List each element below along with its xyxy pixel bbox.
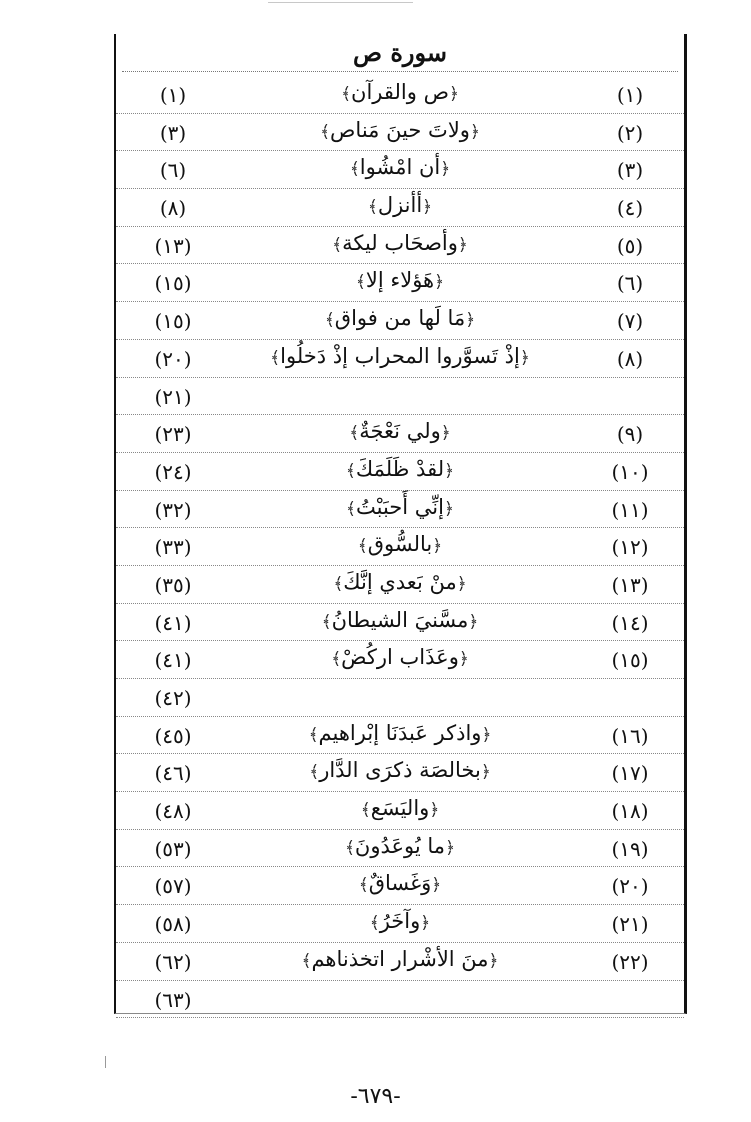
- verse-number: (٥٣): [154, 836, 192, 861]
- quran-word: [226, 268, 574, 292]
- table-row: [116, 378, 684, 416]
- table-row: [116, 566, 684, 604]
- verse-number: (٤١): [154, 610, 192, 635]
- quran-word: [226, 947, 574, 971]
- verse-number: (٣٣): [154, 535, 192, 560]
- ornate-bracket-open: ﴿: [443, 498, 454, 519]
- ornate-bracket-close: ﴾: [331, 649, 342, 670]
- word-text: وأصحَاب ليكة: [342, 230, 458, 255]
- ornate-bracket-open: ﴿: [440, 423, 451, 444]
- table-row: [116, 717, 684, 755]
- quran-word: [226, 80, 574, 104]
- table-row: [116, 151, 684, 189]
- table-row: [116, 867, 684, 905]
- page-title: سورة ص: [352, 38, 448, 67]
- ornate-bracket-close: ﴾: [355, 272, 366, 293]
- word-text: وَغَساقٌ: [368, 871, 432, 896]
- verse-number: (٣٥): [154, 572, 192, 597]
- ornate-bracket-close: ﴾: [345, 460, 356, 481]
- ornate-bracket-close: ﴾: [349, 159, 360, 180]
- word-text: منَ الأشْرار اتخذناهم: [311, 946, 489, 971]
- quran-word: [226, 608, 574, 632]
- ornate-bracket-close: ﴾: [349, 423, 360, 444]
- verse-number: (٤٨): [154, 799, 192, 824]
- entry-number: (١٧): [611, 761, 649, 786]
- word-text: بالسُّوق: [367, 532, 433, 557]
- verse-number: (١٥): [154, 271, 192, 296]
- word-text: ولي نَعْجَةٌ: [359, 419, 441, 444]
- word-text: ص والقرآن: [351, 80, 449, 104]
- table-row: [116, 604, 684, 642]
- verse-number: (٥٨): [154, 912, 192, 937]
- ornate-bracket-open: ﴿: [465, 310, 476, 331]
- verse-number: (٤٥): [154, 723, 192, 748]
- page-frame: [114, 34, 687, 1014]
- entry-number: (٥): [616, 233, 644, 258]
- quran-word: [226, 231, 574, 255]
- ornate-bracket-open: ﴿: [458, 649, 469, 670]
- ornate-bracket-open: ﴿: [456, 573, 467, 594]
- title-divider: [122, 71, 678, 72]
- ornate-bracket-open: ﴿: [434, 272, 445, 293]
- word-text: هَؤلاء إلا: [365, 268, 435, 293]
- verse-number: (٤١): [154, 648, 192, 673]
- quran-word: [226, 871, 574, 895]
- ornate-bracket-close: ﴾: [309, 762, 320, 783]
- ornate-bracket-close: ﴾: [360, 800, 371, 821]
- word-text: وعَذَاب اركُضْ: [341, 645, 459, 670]
- table-row: [116, 340, 684, 378]
- entry-number: (٣): [616, 158, 644, 183]
- quran-word: [226, 532, 574, 556]
- ornate-bracket-open: ﴿: [481, 724, 492, 745]
- verse-number: (٢٣): [154, 422, 192, 447]
- page-number: -٦٧٩-: [350, 1084, 401, 1109]
- entry-number: (٢٠): [611, 874, 649, 899]
- ornate-bracket-close: ﴾: [341, 84, 352, 104]
- ornate-bracket-open: ﴿: [432, 536, 443, 557]
- ornate-bracket-open: ﴿: [431, 875, 442, 896]
- top-rule: [268, 2, 413, 3]
- entry-number: (٢١): [611, 912, 649, 937]
- entry-number: (١٤): [611, 610, 649, 635]
- verse-number: (٦٣): [154, 987, 192, 1012]
- word-text: وآخَرُ: [379, 909, 421, 934]
- ornate-bracket-open: ﴿: [488, 950, 499, 971]
- word-text: مَا لَها من فواق: [334, 306, 466, 331]
- table-row: [116, 491, 684, 529]
- verse-number: (٦): [159, 158, 187, 183]
- ornate-bracket-open: ﴿: [422, 197, 433, 218]
- word-text: مسَّنيَ الشيطانُ: [331, 607, 469, 632]
- verse-number: (١٣): [154, 233, 192, 258]
- word-text: أن امْشُوا: [359, 155, 441, 180]
- word-text: أأنزل: [377, 193, 423, 218]
- entry-number: (١٣): [611, 572, 649, 597]
- quran-word: [226, 796, 574, 820]
- quran-word: [226, 155, 574, 179]
- entry-number: (٧): [616, 309, 644, 334]
- table-row: [116, 641, 684, 679]
- entry-number: (١): [616, 83, 644, 107]
- ornate-bracket-open: ﴿: [480, 762, 491, 783]
- entry-number: (١٢): [611, 535, 649, 560]
- verse-number: (٨): [159, 196, 187, 221]
- verse-number: (٣): [159, 120, 187, 145]
- quran-word: [226, 457, 574, 481]
- quran-word: [226, 419, 574, 443]
- ornate-bracket-open: ﴿: [420, 913, 431, 934]
- word-text: بخالصَة ذكرَى الدَّار: [319, 758, 481, 783]
- quran-word: [226, 721, 574, 745]
- quran-word: [226, 758, 574, 782]
- ornate-bracket-close: ﴾: [369, 913, 380, 934]
- table-row: [116, 415, 684, 453]
- table-row: [116, 114, 684, 152]
- word-text: لقدْ ظَلَمَكَ: [355, 456, 445, 481]
- quran-word: [226, 570, 574, 594]
- ornate-bracket-open: ﴿: [429, 800, 440, 821]
- quran-word: [226, 495, 574, 519]
- ornate-bracket-open: ﴿: [440, 159, 451, 180]
- ornate-bracket-close: ﴾: [320, 121, 331, 142]
- verse-number: (٢١): [154, 384, 192, 409]
- entry-number: (١١): [611, 497, 649, 522]
- ornate-bracket-close: ﴾: [332, 234, 343, 255]
- table-row: [116, 679, 684, 717]
- word-text: ولاتَ حينَ مَناص: [330, 117, 470, 142]
- word-text: واذكر عَبدَنَا إبْراهيم: [318, 720, 482, 745]
- entry-number: (٩): [616, 422, 644, 447]
- verse-number: (١): [159, 83, 187, 107]
- table-row: [116, 227, 684, 265]
- ornate-bracket-open: ﴿: [457, 234, 468, 255]
- ornate-bracket-open: ﴿: [468, 611, 479, 632]
- table-row: [116, 792, 684, 830]
- quran-word: [226, 645, 574, 669]
- table-row: [116, 264, 684, 302]
- ornate-bracket-close: ﴾: [270, 347, 281, 368]
- ornate-bracket-close: ﴾: [357, 536, 368, 557]
- ornate-bracket-open: ﴿: [448, 84, 459, 104]
- entry-number: (٤): [616, 196, 644, 221]
- quran-word: [226, 344, 574, 368]
- word-text: منْ بَعدي إنَّكَ: [343, 569, 457, 594]
- ornate-bracket-close: ﴾: [324, 310, 335, 331]
- verse-number: (٥٧): [154, 874, 192, 899]
- verse-number: (٢٤): [154, 459, 192, 484]
- entry-number: (١٦): [611, 723, 649, 748]
- readings-table: [116, 76, 684, 1018]
- entry-number: (٨): [616, 346, 644, 371]
- ornate-bracket-close: ﴾: [367, 197, 378, 218]
- entry-number: (١٥): [611, 648, 649, 673]
- entry-number: (١٩): [611, 836, 649, 861]
- word-text: إنِّي أَحبَبْتُ: [356, 494, 444, 519]
- table-row: [116, 943, 684, 981]
- verse-number: (٤٢): [154, 686, 192, 710]
- margin-mark: [105, 1056, 106, 1068]
- table-row: [116, 905, 684, 943]
- table-row: [116, 189, 684, 227]
- verse-number: (٦٢): [154, 949, 192, 974]
- table-row: [116, 981, 684, 1019]
- ornate-bracket-open: ﴿: [519, 347, 530, 368]
- quran-word: [226, 118, 574, 142]
- quran-word: [226, 193, 574, 217]
- ornate-bracket-close: ﴾: [358, 875, 369, 896]
- verse-number: (٤٦): [154, 761, 192, 786]
- verse-number: (١٥): [154, 309, 192, 334]
- table-row: [116, 528, 684, 566]
- ornate-bracket-open: ﴿: [445, 837, 456, 858]
- ornate-bracket-close: ﴾: [344, 837, 355, 858]
- table-row: [116, 754, 684, 792]
- verse-number: (٢٠): [154, 346, 192, 371]
- word-text: ما يُوعَدُونَ: [354, 833, 446, 858]
- entry-number: (١٠): [611, 459, 649, 484]
- entry-number: (٢٢): [611, 949, 649, 974]
- ornate-bracket-open: ﴿: [469, 121, 480, 142]
- table-row: [116, 453, 684, 491]
- ornate-bracket-close: ﴾: [346, 498, 357, 519]
- ornate-bracket-close: ﴾: [301, 950, 312, 971]
- entry-number: (٢): [616, 120, 644, 145]
- word-text: واليَسَع: [370, 796, 430, 821]
- ornate-bracket-open: ﴿: [444, 460, 455, 481]
- quran-word: [226, 834, 574, 858]
- table-row: [116, 830, 684, 868]
- table-row: [116, 76, 684, 114]
- quran-word: [226, 909, 574, 933]
- ornate-bracket-close: ﴾: [321, 611, 332, 632]
- ornate-bracket-close: ﴾: [308, 724, 319, 745]
- entry-number: (٦): [616, 271, 644, 296]
- ornate-bracket-close: ﴾: [333, 573, 344, 594]
- quran-word: [226, 306, 574, 330]
- entry-number: (١٨): [611, 799, 649, 824]
- verse-number: (٣٢): [154, 497, 192, 522]
- word-text: إذْ تَسوَّروا المحراب إذْ دَخلُوا: [280, 343, 520, 368]
- table-row: [116, 302, 684, 340]
